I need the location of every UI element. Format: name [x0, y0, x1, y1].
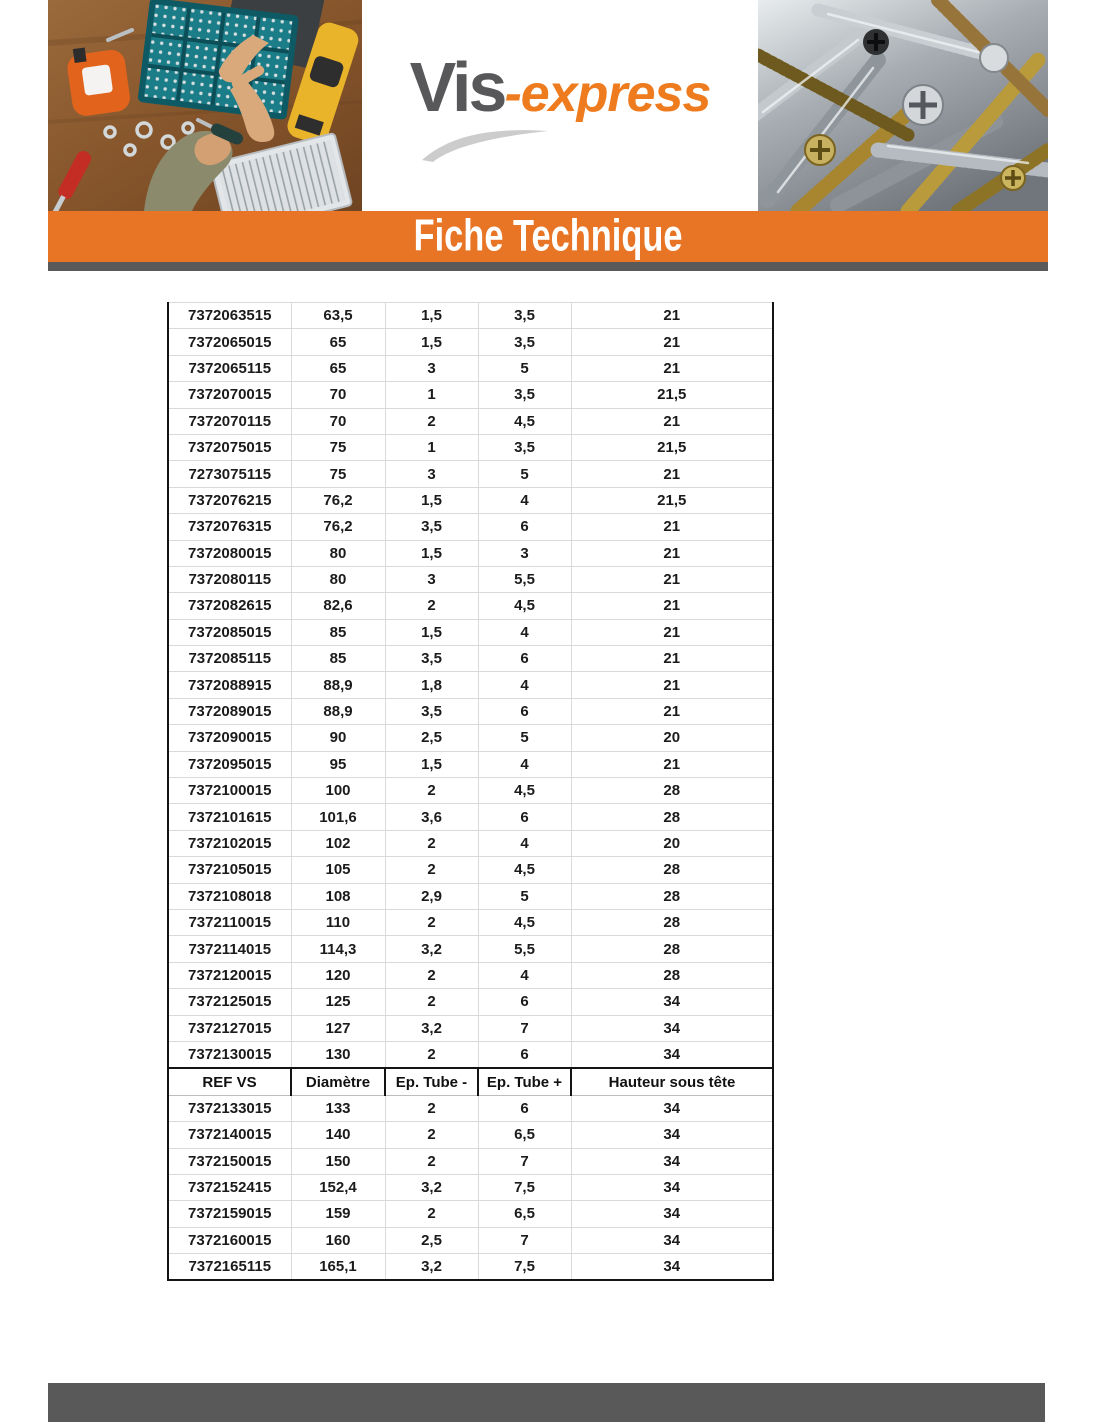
table-row [168, 725, 773, 751]
table-cell: 34 [571, 1041, 773, 1068]
table-cell: 133 [291, 1095, 385, 1121]
table-cell: 21 [571, 355, 773, 381]
table-cell: 7372070015 [168, 382, 291, 408]
table-cell: 90 [291, 725, 385, 751]
table-cell: 7372065015 [168, 329, 291, 355]
table-cell: 6,5 [478, 1201, 571, 1227]
table-row [168, 751, 773, 777]
table-cell: 4,5 [478, 593, 571, 619]
table-cell: 21 [571, 593, 773, 619]
table-cell: 105 [291, 857, 385, 883]
table-cell: 2 [385, 1201, 478, 1227]
table-cell: 1,8 [385, 672, 478, 698]
table-row [168, 1095, 773, 1121]
table-cell: 7372120015 [168, 962, 291, 988]
column-header-cell: Hauteur sous tête [571, 1068, 773, 1095]
table-cell: 2,5 [385, 1227, 478, 1253]
table-cell: 28 [571, 883, 773, 909]
table-cell: 7372110015 [168, 909, 291, 935]
table-cell: 3,5 [478, 329, 571, 355]
table-cell: 21 [571, 698, 773, 724]
table-cell: 6 [478, 1095, 571, 1121]
table-cell: 6 [478, 1041, 571, 1068]
table-cell: 2 [385, 909, 478, 935]
table-cell: 3,5 [478, 303, 571, 329]
table-cell: 7372102015 [168, 830, 291, 856]
table-cell: 7372089015 [168, 698, 291, 724]
table-cell: 114,3 [291, 936, 385, 962]
table-row [168, 1174, 773, 1200]
screws-photo [758, 0, 1048, 211]
table-cell: 7,5 [478, 1254, 571, 1281]
screws-photo-art [758, 0, 1048, 211]
table-row [168, 883, 773, 909]
table-cell: 6 [478, 646, 571, 672]
table-cell: 6 [478, 514, 571, 540]
table-cell: 1 [385, 382, 478, 408]
table-row [168, 857, 773, 883]
table-cell: 65 [291, 355, 385, 381]
table-cell: 5,5 [478, 566, 571, 592]
table-cell: 21 [571, 329, 773, 355]
table-cell: 120 [291, 962, 385, 988]
table-cell: 3,6 [385, 804, 478, 830]
table-cell: 21,5 [571, 487, 773, 513]
table-row [168, 1015, 773, 1041]
table-row [168, 672, 773, 698]
table-row [168, 619, 773, 645]
table-cell: 80 [291, 540, 385, 566]
table-cell: 21 [571, 566, 773, 592]
table-row [168, 1041, 773, 1068]
column-header-cell: Diamètre [291, 1068, 385, 1095]
table-cell: 21 [571, 619, 773, 645]
table-cell: 6 [478, 698, 571, 724]
table-cell: 130 [291, 1041, 385, 1068]
table-cell: 34 [571, 1174, 773, 1200]
table-cell: 20 [571, 725, 773, 751]
table-cell: 100 [291, 778, 385, 804]
column-header-cell: Ep. Tube + [478, 1068, 571, 1095]
table-row [168, 434, 773, 460]
table-cell: 21 [571, 408, 773, 434]
spec-table [167, 302, 774, 1281]
table-cell: 1 [385, 434, 478, 460]
table-cell: 7 [478, 1227, 571, 1253]
table-cell: 7372101615 [168, 804, 291, 830]
table-cell: 127 [291, 1015, 385, 1041]
table-cell: 4 [478, 751, 571, 777]
table-cell: 2 [385, 962, 478, 988]
table-cell: 7273075115 [168, 461, 291, 487]
table-row [168, 408, 773, 434]
table-cell: 1,5 [385, 751, 478, 777]
table-row [168, 830, 773, 856]
table-row [168, 1148, 773, 1174]
table-cell: 6 [478, 804, 571, 830]
table-cell: 34 [571, 1122, 773, 1148]
table-cell: 63,5 [291, 303, 385, 329]
table-cell: 4,5 [478, 857, 571, 883]
table-row [168, 1227, 773, 1253]
table-cell: 7372114015 [168, 936, 291, 962]
table-cell: 7372105015 [168, 857, 291, 883]
table-row [168, 461, 773, 487]
page-title: Fiche Technique [413, 211, 683, 261]
table-cell: 7372075015 [168, 434, 291, 460]
table-cell: 125 [291, 989, 385, 1015]
table-cell: 2,5 [385, 725, 478, 751]
table-cell: 21 [571, 751, 773, 777]
workbench-photo [48, 0, 362, 211]
table-cell: 2 [385, 1095, 478, 1121]
table-row [168, 566, 773, 592]
table-cell: 75 [291, 434, 385, 460]
table-cell: 76,2 [291, 514, 385, 540]
table-cell: 80 [291, 566, 385, 592]
table-cell: 160 [291, 1227, 385, 1253]
column-header-cell: REF VS [168, 1068, 291, 1095]
table-row [168, 962, 773, 988]
table-cell: 101,6 [291, 804, 385, 830]
table-cell: 7372125015 [168, 989, 291, 1015]
table-row [168, 1254, 773, 1281]
table-row [168, 698, 773, 724]
table-cell: 3 [385, 566, 478, 592]
table-cell: 7372159015 [168, 1201, 291, 1227]
table-cell: 21 [571, 646, 773, 672]
table-cell: 3,5 [478, 434, 571, 460]
table-cell: 159 [291, 1201, 385, 1227]
table-cell: 76,2 [291, 487, 385, 513]
table-cell: 110 [291, 909, 385, 935]
table-cell: 2 [385, 1041, 478, 1068]
table-cell: 6,5 [478, 1122, 571, 1148]
table-cell: 4 [478, 962, 571, 988]
table-row [168, 303, 773, 329]
table-cell: 3 [385, 461, 478, 487]
table-cell: 4 [478, 487, 571, 513]
header-divider-bar [48, 262, 1048, 271]
table-cell: 21 [571, 514, 773, 540]
table-cell: 21,5 [571, 382, 773, 408]
table-cell: 7372076315 [168, 514, 291, 540]
table-cell: 3,2 [385, 1254, 478, 1281]
table-cell: 4 [478, 672, 571, 698]
logo-area [362, 0, 758, 211]
table-cell: 5 [478, 725, 571, 751]
table-cell: 2 [385, 1148, 478, 1174]
table-cell: 7372133015 [168, 1095, 291, 1121]
table-cell: 7372085015 [168, 619, 291, 645]
table-row [168, 355, 773, 381]
table-cell: 4 [478, 830, 571, 856]
table-cell: 88,9 [291, 672, 385, 698]
table-cell: 21 [571, 672, 773, 698]
table-cell: 3 [385, 355, 478, 381]
table-cell: 108 [291, 883, 385, 909]
table-cell: 20 [571, 830, 773, 856]
table-cell: 3,5 [385, 698, 478, 724]
table-cell: 70 [291, 382, 385, 408]
table-cell: 34 [571, 1148, 773, 1174]
table-cell: 85 [291, 646, 385, 672]
logo-text-vis: Vis [409, 48, 505, 126]
table-cell: 7,5 [478, 1174, 571, 1200]
table-cell: 3,2 [385, 1174, 478, 1200]
table-cell: 82,6 [291, 593, 385, 619]
table-cell: 7372063515 [168, 303, 291, 329]
table-cell: 7 [478, 1148, 571, 1174]
table-row [168, 540, 773, 566]
table-cell: 4,5 [478, 408, 571, 434]
vis-express-logo [409, 48, 711, 126]
table-cell: 7372127015 [168, 1015, 291, 1041]
table-header-row [168, 1068, 773, 1095]
column-header-cell: Ep. Tube - [385, 1068, 478, 1095]
table-cell: 7 [478, 1015, 571, 1041]
table-cell: 7372152415 [168, 1174, 291, 1200]
title-banner [48, 211, 1048, 262]
table-cell: 165,1 [291, 1254, 385, 1281]
table-row [168, 778, 773, 804]
table-row [168, 593, 773, 619]
table-cell: 7372080115 [168, 566, 291, 592]
table-cell: 7372065115 [168, 355, 291, 381]
table-cell: 65 [291, 329, 385, 355]
table-cell: 85 [291, 619, 385, 645]
table-cell: 2 [385, 830, 478, 856]
table-cell: 28 [571, 857, 773, 883]
table-cell: 152,4 [291, 1174, 385, 1200]
table-cell: 7372140015 [168, 1122, 291, 1148]
table-cell: 3,2 [385, 936, 478, 962]
table-cell: 2 [385, 857, 478, 883]
table-cell: 4,5 [478, 909, 571, 935]
table-cell: 7372108018 [168, 883, 291, 909]
table-cell: 21 [571, 461, 773, 487]
table-cell: 5,5 [478, 936, 571, 962]
table-cell: 28 [571, 778, 773, 804]
table-cell: 150 [291, 1148, 385, 1174]
table-cell: 7372088915 [168, 672, 291, 698]
table-cell: 2,9 [385, 883, 478, 909]
table-cell: 34 [571, 1015, 773, 1041]
table-row [168, 1201, 773, 1227]
table-cell: 6 [478, 989, 571, 1015]
table-cell: 5 [478, 461, 571, 487]
table-cell: 7372100015 [168, 778, 291, 804]
table-cell: 7372085115 [168, 646, 291, 672]
table-cell: 7372165115 [168, 1254, 291, 1281]
table-row [168, 382, 773, 408]
table-row [168, 909, 773, 935]
table-cell: 1,5 [385, 619, 478, 645]
table-cell: 88,9 [291, 698, 385, 724]
footer-bar [48, 1383, 1045, 1422]
table-cell: 1,5 [385, 487, 478, 513]
table-cell: 95 [291, 751, 385, 777]
table-cell: 34 [571, 1254, 773, 1281]
table-cell: 3 [478, 540, 571, 566]
table-cell: 28 [571, 909, 773, 935]
table-cell: 7372095015 [168, 751, 291, 777]
table-row [168, 1122, 773, 1148]
table-cell: 1,5 [385, 329, 478, 355]
table-cell: 21 [571, 540, 773, 566]
table-row [168, 936, 773, 962]
table-cell: 1,5 [385, 303, 478, 329]
table-cell: 2 [385, 778, 478, 804]
table-cell: 102 [291, 830, 385, 856]
table-cell: 34 [571, 989, 773, 1015]
table-row [168, 514, 773, 540]
table-cell: 7372090015 [168, 725, 291, 751]
table-cell: 2 [385, 1122, 478, 1148]
table-cell: 28 [571, 962, 773, 988]
table-cell: 34 [571, 1201, 773, 1227]
table-cell: 7372070115 [168, 408, 291, 434]
table-cell: 21,5 [571, 434, 773, 460]
table-cell: 3,5 [385, 514, 478, 540]
table-cell: 3,2 [385, 1015, 478, 1041]
table-cell: 2 [385, 408, 478, 434]
table-cell: 3,5 [385, 646, 478, 672]
table-cell: 5 [478, 883, 571, 909]
table-cell: 34 [571, 1095, 773, 1121]
table-cell: 4,5 [478, 778, 571, 804]
table-row [168, 329, 773, 355]
table-cell: 75 [291, 461, 385, 487]
spec-table-body [168, 303, 773, 1281]
table-cell: 7372150015 [168, 1148, 291, 1174]
table-cell: 2 [385, 989, 478, 1015]
table-row [168, 487, 773, 513]
workbench-photo-art [48, 0, 362, 211]
table-cell: 34 [571, 1227, 773, 1253]
table-cell: 7372080015 [168, 540, 291, 566]
table-cell: 7372130015 [168, 1041, 291, 1068]
table-cell: 5 [478, 355, 571, 381]
logo-swoosh [420, 124, 550, 162]
table-cell: 28 [571, 936, 773, 962]
table-cell: 140 [291, 1122, 385, 1148]
table-cell: 1,5 [385, 540, 478, 566]
table-cell: 3,5 [478, 382, 571, 408]
table-cell: 7372160015 [168, 1227, 291, 1253]
table-row [168, 989, 773, 1015]
table-cell: 7372082615 [168, 593, 291, 619]
table-cell: 21 [571, 303, 773, 329]
table-cell: 28 [571, 804, 773, 830]
header [48, 0, 1048, 211]
table-cell: 2 [385, 593, 478, 619]
table-row [168, 804, 773, 830]
table-cell: 70 [291, 408, 385, 434]
table-cell: 4 [478, 619, 571, 645]
logo-text-express: -express [504, 65, 711, 123]
table-row [168, 646, 773, 672]
table-cell: 7372076215 [168, 487, 291, 513]
